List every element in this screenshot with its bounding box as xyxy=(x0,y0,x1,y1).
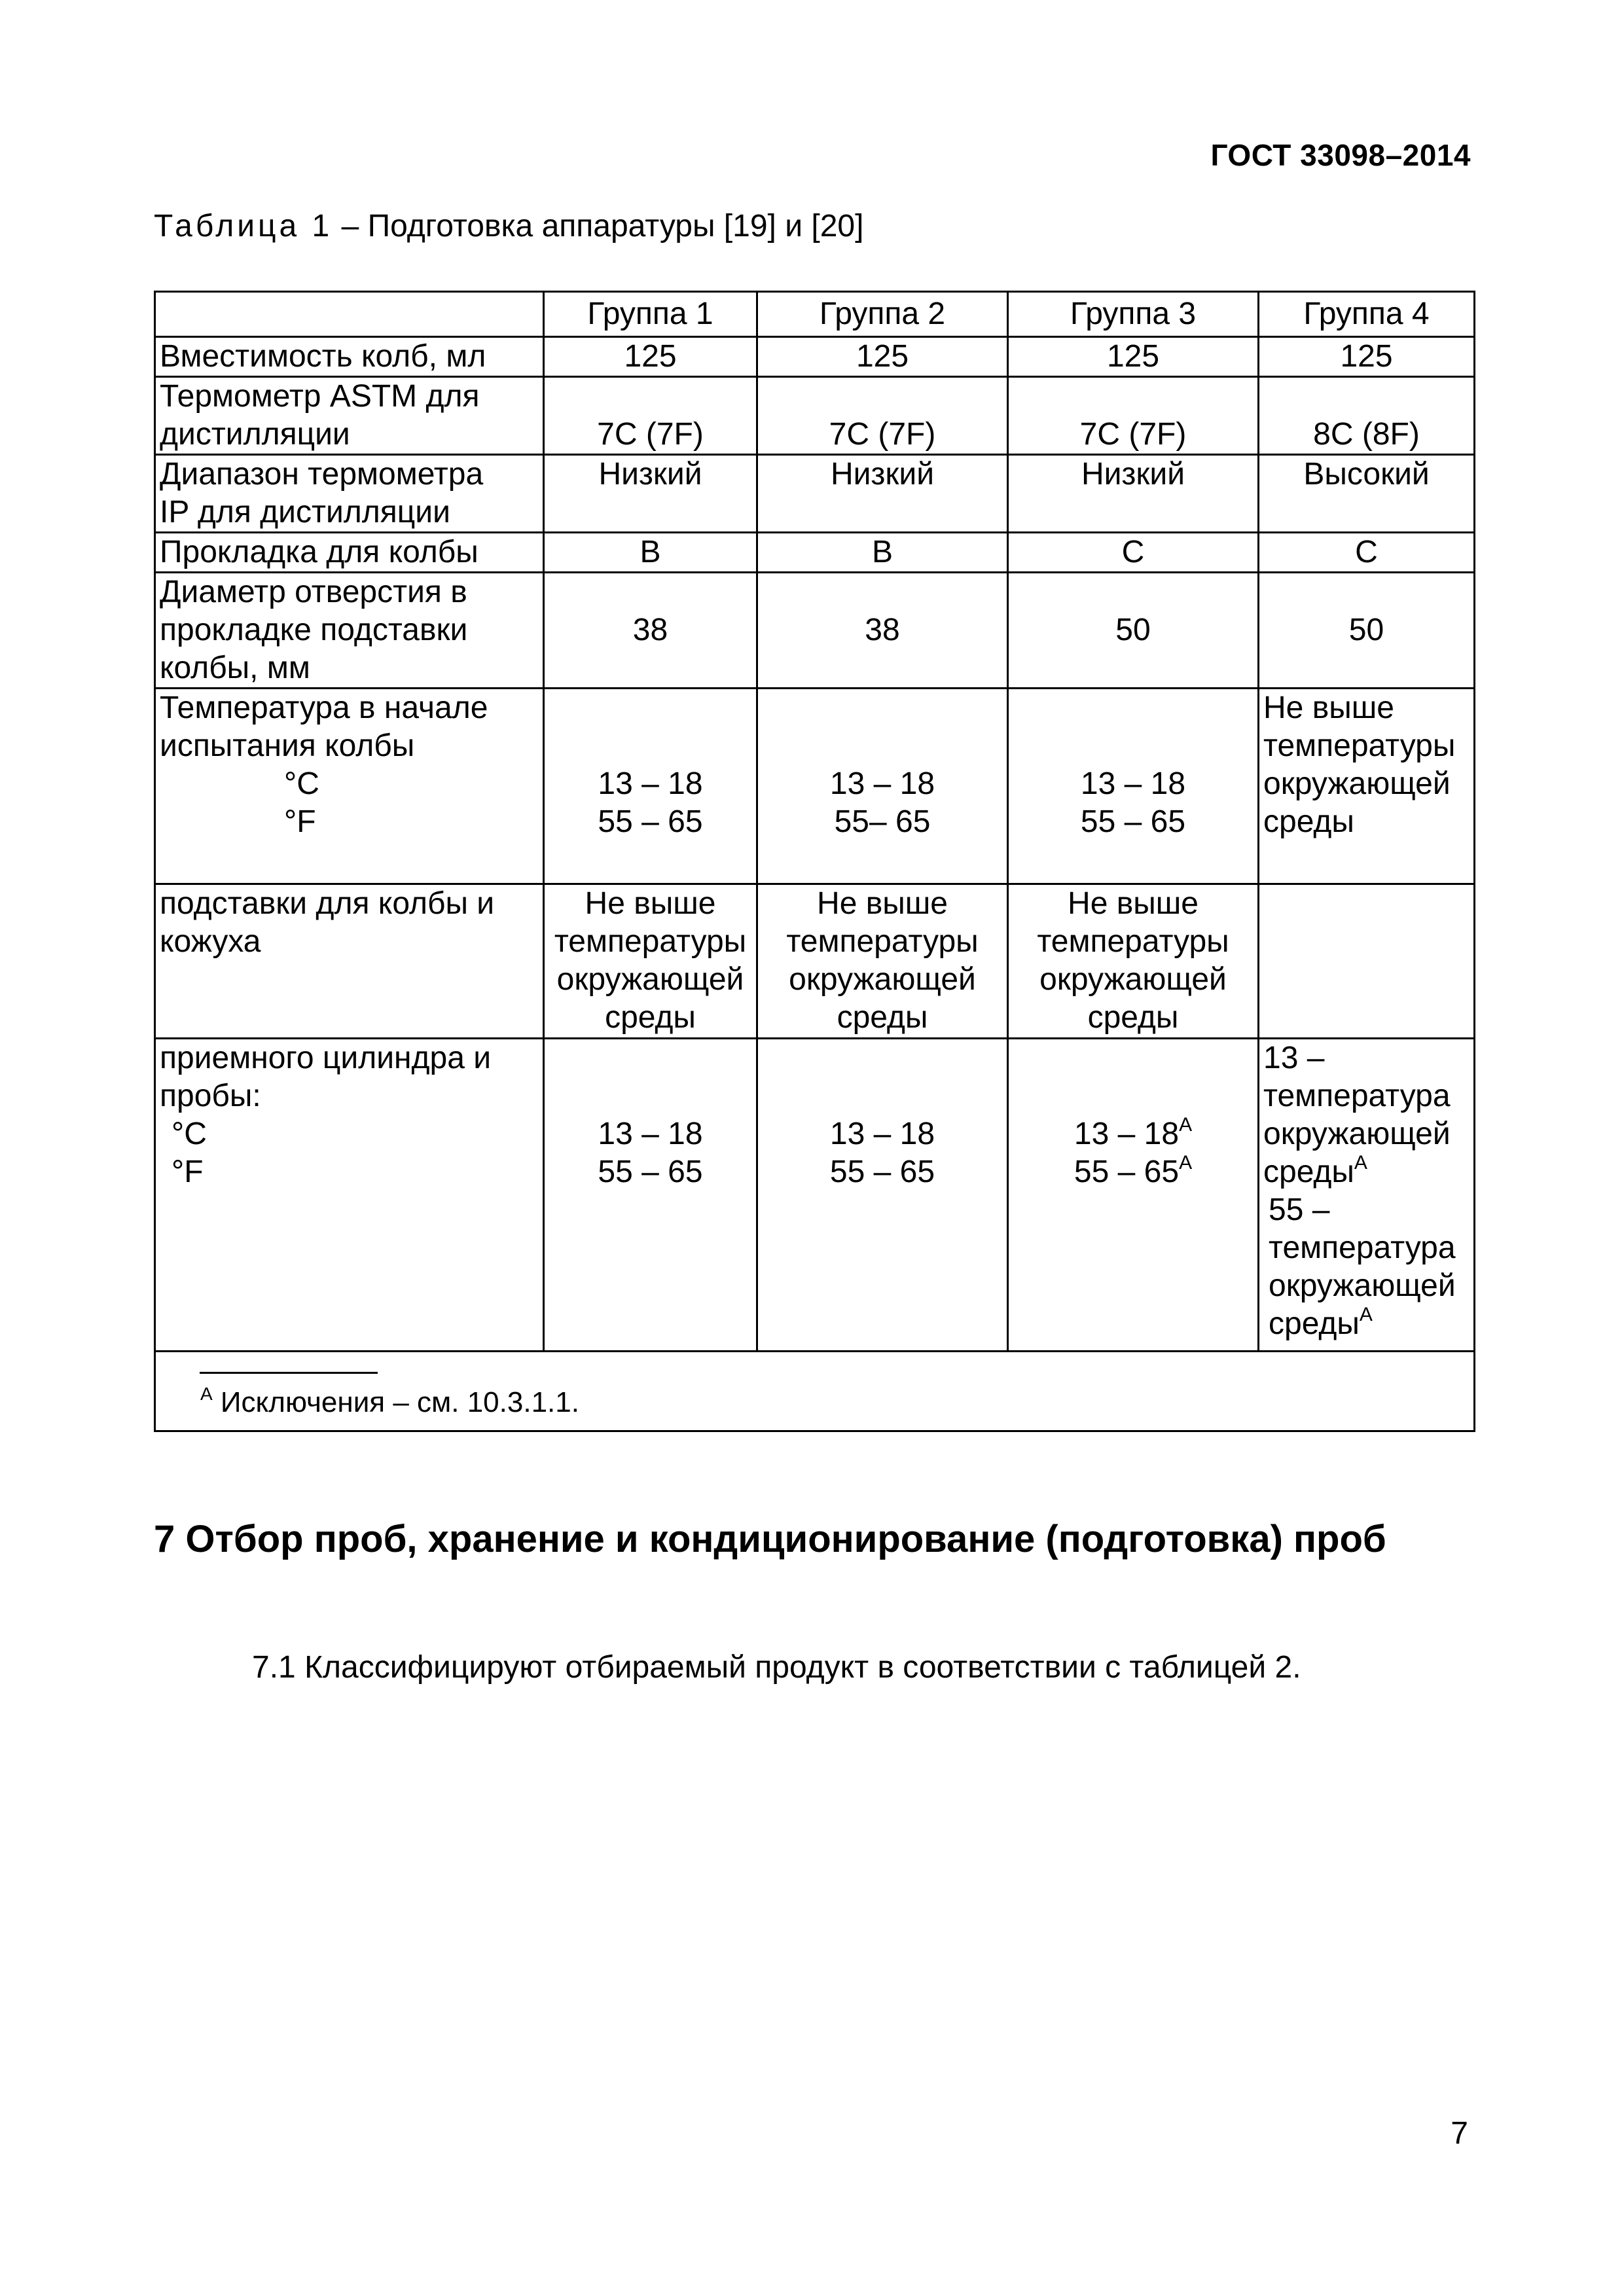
cell-value: 50 xyxy=(1259,573,1475,689)
apparatus-table xyxy=(154,291,1475,1432)
text-line: температура xyxy=(1269,1230,1456,1265)
cell-value: Высокий xyxy=(1259,455,1475,533)
header-group-3: Группа 3 xyxy=(1008,292,1259,337)
cell-value xyxy=(1259,689,1475,884)
value-fahrenheit: 55 – 65 xyxy=(598,804,703,839)
footnote xyxy=(156,1386,1473,1422)
value-fahrenheit: 55 – 65 xyxy=(829,1155,935,1189)
value-text: 13 – 18 xyxy=(1074,1117,1180,1151)
cell-value: 125 xyxy=(1008,337,1259,377)
cell-value: B xyxy=(757,533,1008,573)
label-line: испытания колбы xyxy=(160,728,415,763)
value-text: среды xyxy=(1269,1306,1360,1341)
text-line: температуры xyxy=(786,924,979,959)
table-row xyxy=(155,377,1475,455)
cell-value xyxy=(757,1039,1008,1352)
row-label-ip-thermometer xyxy=(155,455,544,533)
cell-value xyxy=(1008,1039,1259,1352)
value-celsius xyxy=(1013,1115,1254,1153)
cell-value: 8C (8F) xyxy=(1259,377,1475,455)
label-line: Термометр ASTM для xyxy=(160,379,480,414)
row-label-flask-temperature xyxy=(155,689,544,884)
cell-value: Низкий xyxy=(757,455,1008,533)
table-caption-text: – Подготовка аппаратуры [19] и [20] xyxy=(341,209,864,243)
text-line: 13 – xyxy=(1263,1041,1325,1075)
table-row xyxy=(155,1039,1475,1352)
label-line: приемного цилиндра и xyxy=(160,1041,492,1075)
value-text: 55 – 65 xyxy=(1074,1155,1180,1189)
empty-cell xyxy=(1259,884,1475,1039)
cell-value: 50 xyxy=(1008,573,1259,689)
footnote-mark: A xyxy=(1179,1114,1193,1136)
table-header-row xyxy=(155,292,1475,337)
row-label-astm-thermometer xyxy=(155,377,544,455)
value-celsius: 13 – 18 xyxy=(829,1117,935,1151)
cell-value xyxy=(544,884,757,1039)
value-celsius: 13 – 18 xyxy=(598,766,703,801)
cell-value: 125 xyxy=(544,337,757,377)
header-group-2: Группа 2 xyxy=(757,292,1008,337)
paragraph-text: Классифицируют отбираемый продукт в соответствии с таблицей 2. xyxy=(304,1650,1301,1685)
text-line: температура xyxy=(1263,1079,1451,1113)
text-line: 55 – xyxy=(1269,1193,1330,1227)
row-label-capacity: Вместимость колб, мл xyxy=(155,337,544,377)
cell-value: C xyxy=(1008,533,1259,573)
value-fahrenheit xyxy=(1013,1153,1254,1191)
text-line: окружающей xyxy=(1263,766,1451,801)
value-fahrenheit: 55– 65 xyxy=(834,804,931,839)
table-caption-label: Таблица 1 xyxy=(154,209,333,243)
cell-value: B xyxy=(544,533,757,573)
cell-value xyxy=(544,1039,757,1352)
label-line: кожуха xyxy=(160,924,261,959)
value-celsius: 13 – 18 xyxy=(829,766,935,801)
cell-value xyxy=(1008,689,1259,884)
label-line: подставки для колбы и xyxy=(160,886,495,921)
label-line: Диаметр отверстия в xyxy=(160,575,467,609)
cell-value xyxy=(757,689,1008,884)
text-line: окружающей xyxy=(1039,962,1227,997)
label-line: Температура в начале xyxy=(160,691,488,725)
value-celsius: 13 – 18 xyxy=(598,1117,703,1151)
footnote-cell xyxy=(155,1352,1475,1431)
cell-value: 7C (7F) xyxy=(757,377,1008,455)
text-line: среды xyxy=(837,1000,928,1035)
text-line: среды xyxy=(1087,1000,1179,1035)
row-label-hole-diameter xyxy=(155,573,544,689)
cell-value: C xyxy=(1259,533,1475,573)
text-line: температуры xyxy=(554,924,747,959)
value-fahrenheit: 55 – 65 xyxy=(1080,804,1186,839)
unit-celsius: °C xyxy=(284,766,319,801)
footnote-mark: A xyxy=(1359,1304,1373,1325)
footnote-divider xyxy=(200,1372,378,1374)
table-row xyxy=(155,884,1475,1039)
text-line: Не выше xyxy=(1068,886,1199,921)
text-line: Не выше xyxy=(1263,691,1394,725)
cell-value xyxy=(757,884,1008,1039)
label-line: Диапазон термометра xyxy=(160,457,484,492)
cell-value: 125 xyxy=(1259,337,1475,377)
table-row xyxy=(155,573,1475,689)
text-line: окружающей xyxy=(789,962,976,997)
table-row xyxy=(155,689,1475,884)
text-line: температуры xyxy=(1037,924,1229,959)
label-line: IP для дистилляции xyxy=(160,495,450,529)
cell-value: Низкий xyxy=(1008,455,1259,533)
cell-value: 38 xyxy=(757,573,1008,689)
text-line: среды xyxy=(605,1000,696,1035)
text-line: среды xyxy=(1263,804,1354,839)
header-group-1: Группа 1 xyxy=(544,292,757,337)
footnote-mark: A xyxy=(200,1384,213,1404)
unit-celsius: °C xyxy=(171,1117,207,1151)
value-text: среды xyxy=(1263,1155,1354,1189)
header-empty-cell xyxy=(155,292,544,337)
paragraph xyxy=(252,1649,1301,1685)
cell-value: Низкий xyxy=(544,455,757,533)
table-caption xyxy=(154,208,863,244)
value-fahrenheit: 55 – 65 xyxy=(598,1155,703,1189)
header-group-4: Группа 4 xyxy=(1259,292,1475,337)
cell-value xyxy=(1008,884,1259,1039)
label-line: колбы, мм xyxy=(160,651,310,685)
row-label-gasket: Прокладка для колбы xyxy=(155,533,544,573)
text-line: температуры xyxy=(1263,728,1456,763)
section-title: 7 Отбор проб, хранение и кондиционирование (подготовка) проб xyxy=(154,1518,1386,1560)
row-label-cylinder xyxy=(155,1039,544,1352)
label-line: пробы: xyxy=(160,1079,261,1113)
unit-fahrenheit: °F xyxy=(171,1155,204,1189)
text-line: Не выше xyxy=(817,886,948,921)
text-line: Не выше xyxy=(585,886,716,921)
unit-fahrenheit: °F xyxy=(284,804,316,839)
cell-value: 7C (7F) xyxy=(1008,377,1259,455)
label-line: прокладке подставки xyxy=(160,613,468,647)
footnote-mark: A xyxy=(1354,1152,1367,1174)
page-number: 7 xyxy=(1451,2116,1468,2151)
value-celsius: 13 – 18 xyxy=(1080,766,1186,801)
table-footnote-row xyxy=(155,1352,1475,1431)
text-line xyxy=(1263,1305,1470,1343)
text-line: окружающей xyxy=(1269,1268,1456,1303)
cell-value: 38 xyxy=(544,573,757,689)
cell-value: 125 xyxy=(757,337,1008,377)
footnote-text: Исключения – см. 10.3.1.1. xyxy=(220,1386,579,1418)
cell-value xyxy=(1259,1039,1475,1352)
row-label-stand xyxy=(155,884,544,1039)
text-line: окружающей xyxy=(556,962,744,997)
table-row xyxy=(155,337,1475,377)
table-row xyxy=(155,455,1475,533)
cell-value xyxy=(544,689,757,884)
label-line: дистилляции xyxy=(160,417,350,452)
document-code: ГОСТ 33098–2014 xyxy=(1210,138,1471,172)
text-line xyxy=(1263,1153,1470,1191)
paragraph-number: 7.1 xyxy=(252,1650,296,1685)
table-row xyxy=(155,533,1475,573)
footnote-mark: A xyxy=(1179,1152,1193,1174)
cell-value: 7C (7F) xyxy=(544,377,757,455)
text-line: окружающей xyxy=(1263,1117,1451,1151)
